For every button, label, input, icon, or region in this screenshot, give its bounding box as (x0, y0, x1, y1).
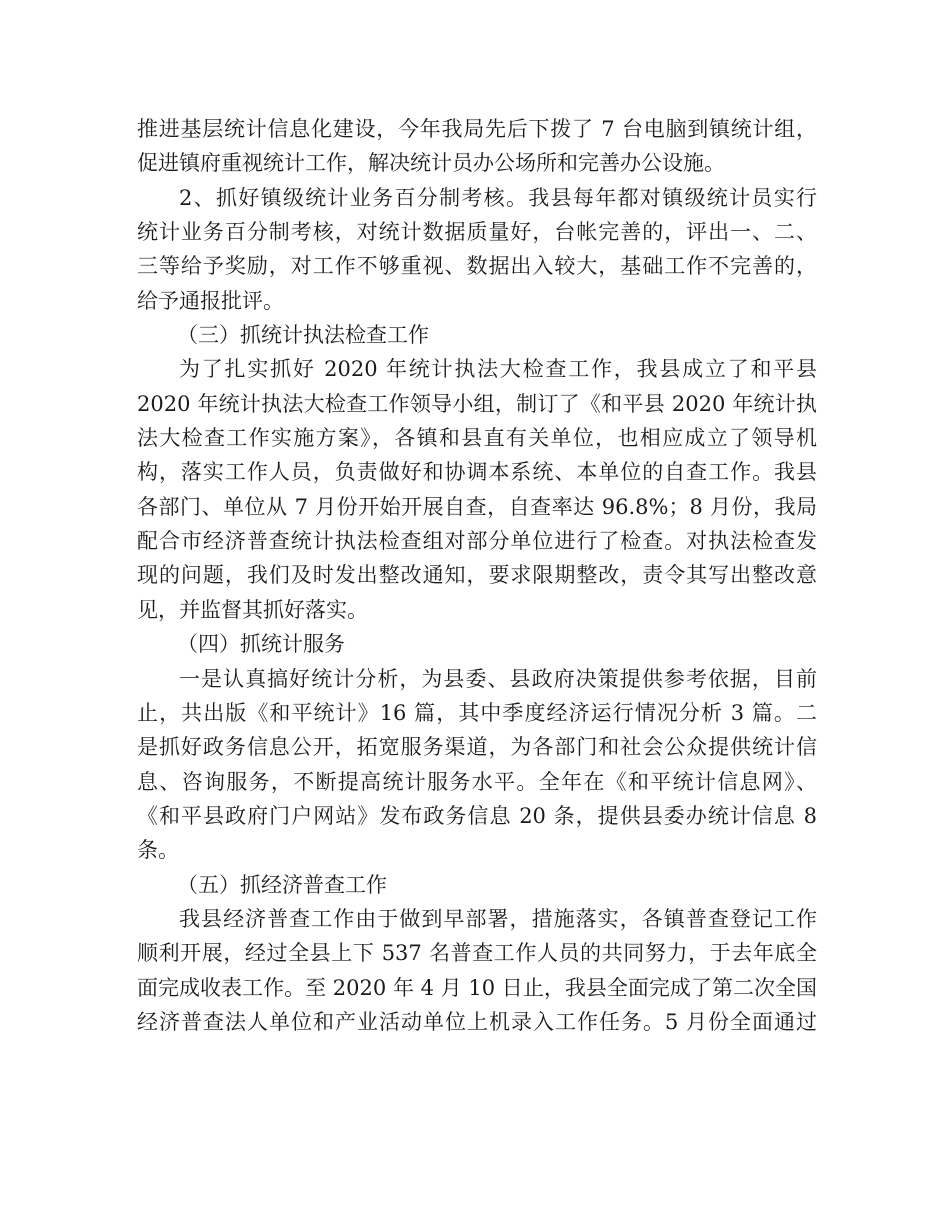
section-heading: （四）抓统计服务 (177, 632, 345, 657)
body-line: 各部门、单位从 7 月份开始开展自查，自查率达 96.8%；8 月份，我局 (137, 494, 817, 519)
section-heading: （五）抓经济普查工作 (177, 872, 387, 897)
body-line: 促进镇府重视统计工作，解决统计员办公场所和完善办公设施。 (137, 151, 725, 176)
body-line: 三等给予奖励，对工作不够重视、数据出入较大，基础工作不完善的， (137, 254, 817, 279)
body-line: 见，并监督其抓好落实。 (137, 597, 368, 622)
body-line: 2020 年统计执法大检查工作领导小组，制订了《和平县 2020 年统计执 (137, 391, 817, 416)
body-line: 面完成收表工作。至 2020 年 4 月 10 日止，我县全面完成了第二次全国 (137, 975, 817, 1000)
body-line: 我县经济普查工作由于做到早部署，措施落实，各镇普查登记工作 (179, 906, 817, 931)
body-line: 法大检查工作实施方案》，各镇和县直有关单位，也相应成立了领导机 (137, 426, 817, 451)
body-line: 统计业务百分制考核，对统计数据质量好，台帐完善的，评出一、二、 (137, 220, 817, 245)
body-line: 2、抓好镇级统计业务百分制考核。我县每年都对镇级统计员实行 (179, 185, 817, 210)
section-heading: （三）抓统计执法检查工作 (177, 323, 429, 348)
body-line: 推进基层统计信息化建设，今年我局先后下拨了 7 台电脑到镇统计组， (137, 117, 817, 141)
body-line: 一是认真搞好统计分析，为县委、县政府决策提供参考依据，目前 (179, 666, 817, 691)
body-line: 现的问题，我们及时发出整改通知，要求限期整改，责令其写出整改意 (137, 563, 817, 588)
body-line: 经济普查法人单位和产业活动单位上机录入工作任务。5 月份全面通过 (137, 1009, 817, 1034)
body-line: 顺利开展，经过全县上下 537 名普查工作人员的共同努力，于去年底全 (137, 941, 817, 966)
body-line: 给予通报批评。 (137, 288, 284, 313)
body-line: 是抓好政务信息公开，拓宽服务渠道，为各部门和社会公众提供统计信 (137, 735, 817, 760)
body-line: 止，共出版《和平统计》16 篇，其中季度经济运行情况分析 3 篇。二 (137, 700, 817, 725)
body-line: 息、咨询服务，不断提高统计服务水平。全年在《和平统计信息网》、 (137, 769, 817, 794)
body-line: 《和平县政府门户网站》发布政务信息 20 条，提供县委办统计信息 8 (137, 803, 817, 828)
document-body (137, 112, 817, 1039)
body-line: 为了扎实抓好 2020 年统计执法大检查工作，我县成立了和平县 (179, 357, 817, 382)
body-line: 条。 (137, 838, 179, 863)
body-line: 构，落实工作人员，负责做好和协调本系统、本单位的自查工作。我县 (137, 460, 817, 485)
body-line: 配合市经济普查统计执法检查组对部分单位进行了检查。对执法检查发 (137, 529, 817, 554)
